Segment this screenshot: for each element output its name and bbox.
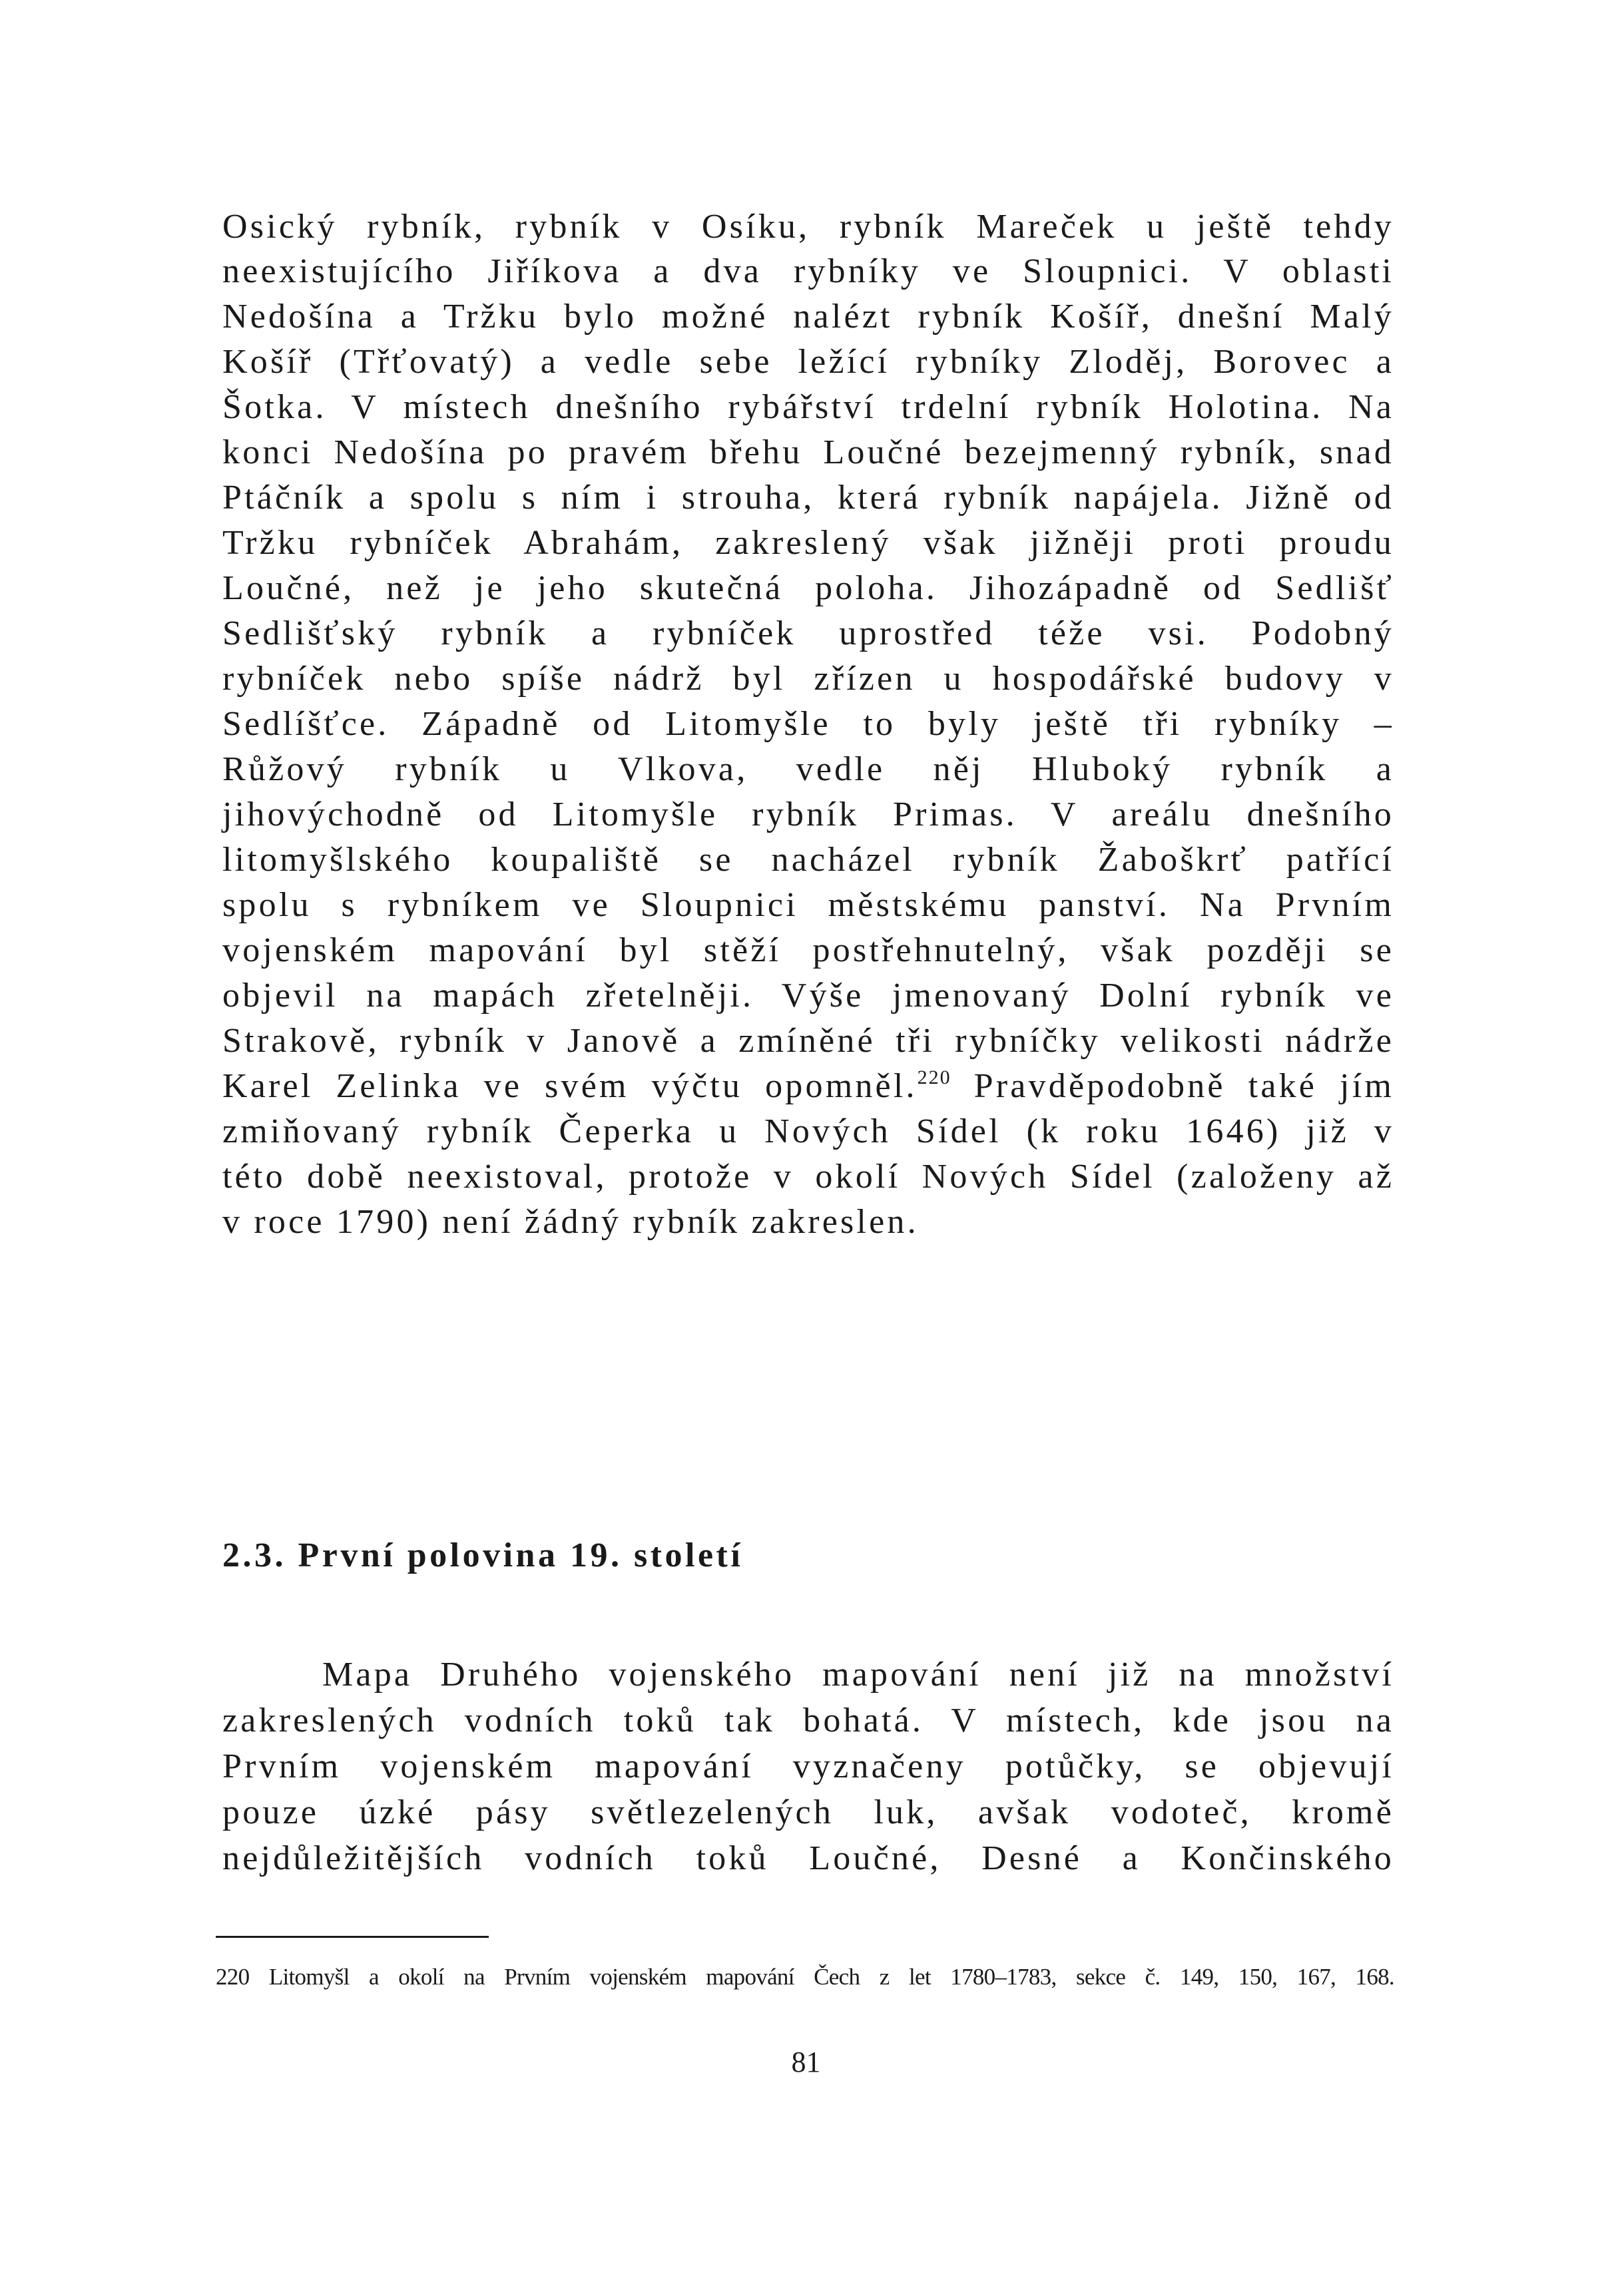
footnote: 220 Litomyšl a okolí na Prvním vojenském mapování Čech z let 1780–1783, sekce č. 149, 150, 167, 168. [216,1964,1394,1990]
body-line: Košíř (Třťovatý) a vedle sebe ležící rybníky Zloděj, Borovec a [222,343,1394,381]
section-body-line: zakreslených vodních toků tak bohatá. V místech, kde jsou na [222,1702,1394,1739]
body-line: neexistujícího Jiříkova a dva rybníky ve Sloupnici. V oblasti [222,252,1394,290]
body-line: zmiňovaný rybník Čeperka u Nových Sídel (k roku 1646) již v [222,1112,1394,1150]
body-line: Sedlíšťce. Západně od Litomyšle to byly ještě tři rybníky – [222,705,1394,743]
page-number: 81 [791,2046,821,2078]
body-line: této době neexistoval, protože v okolí Nových Sídel (založeny až [222,1158,1394,1196]
body-line: v roce 1790) není žádný rybník zakreslen. [222,1203,919,1241]
body-line: objevil na mapách zřetelněji. Výše jmenovaný Dolní rybník ve [222,977,1394,1015]
body-line-with-footnote-ref [222,1063,1394,1114]
body-line: Osický rybník, rybník v Osíku, rybník Mareček u ještě tehdy [222,208,1394,246]
body-line: spolu s rybníkem ve Sloupnici městskému panství. Na Prvním [222,886,1394,924]
body-line: Ptáčník a spolu s ním i strouha, která rybník napájela. Jižně od [222,479,1394,517]
body-line: jihovýchodně od Litomyšle rybník Primas. V areálu dnešního [222,796,1394,833]
body-line: rybníček nebo spíše nádrž byl zřízen u hospodářské budovy v [222,660,1394,698]
body-line: litomyšlského koupaliště se nacházel rybník Žaboškrť patřící [222,841,1394,879]
body-line: Loučné, než je jeho skutečná poloha. Jihozápadně od Sedlišť [222,569,1394,607]
body-line: Strakově, rybník v Janově a zmíněné tři rybníčky velikosti nádrže [222,1022,1394,1060]
body-line-text: Pravděpodobně také jím [951,1067,1394,1105]
body-line: Šotka. V místech dnešního rybářství trdelní rybník Holotina. Na [222,388,1394,426]
body-line: Nedošína a Tržku bylo možné nalézt rybník Košíř, dnešní Malý [222,298,1394,336]
body-line: Tržku rybníček Abrahám, zakreslený však jižněji proti proudu [222,524,1394,562]
section-body-line: nejdůležitějších vodních toků Loučné, Desné a Končinského [222,1839,1394,1877]
footnote-separator [216,1936,489,1938]
body-line: vojenském mapování byl stěží postřehnutelný, však později se [222,931,1394,969]
section-body-line: Prvním vojenském mapování vyznačeny potůčky, se objevují [222,1747,1394,1785]
section-body-line: pouze úzké pásy světlezelených luk, avšak vodoteč, kromě [222,1793,1394,1831]
section-heading: 2.3. První polovina 19. století [222,1536,744,1574]
footnote-reference[interactable]: 220 [917,1066,951,1088]
body-line-text: Karel Zelinka ve svém výčtu opomněl. [222,1067,918,1105]
body-line: Růžový rybník u Vlkova, vedle něj Hluboký rybník a [222,750,1394,788]
body-line: Sedlišťský rybník a rybníček uprostřed téže vsi. Podobný [222,614,1394,652]
section-body-line: Mapa Druhého vojenského mapování není již na množství [322,1656,1394,1694]
body-line: konci Nedošína po pravém břehu Loučné bezejmenný rybník, snad [222,433,1394,471]
